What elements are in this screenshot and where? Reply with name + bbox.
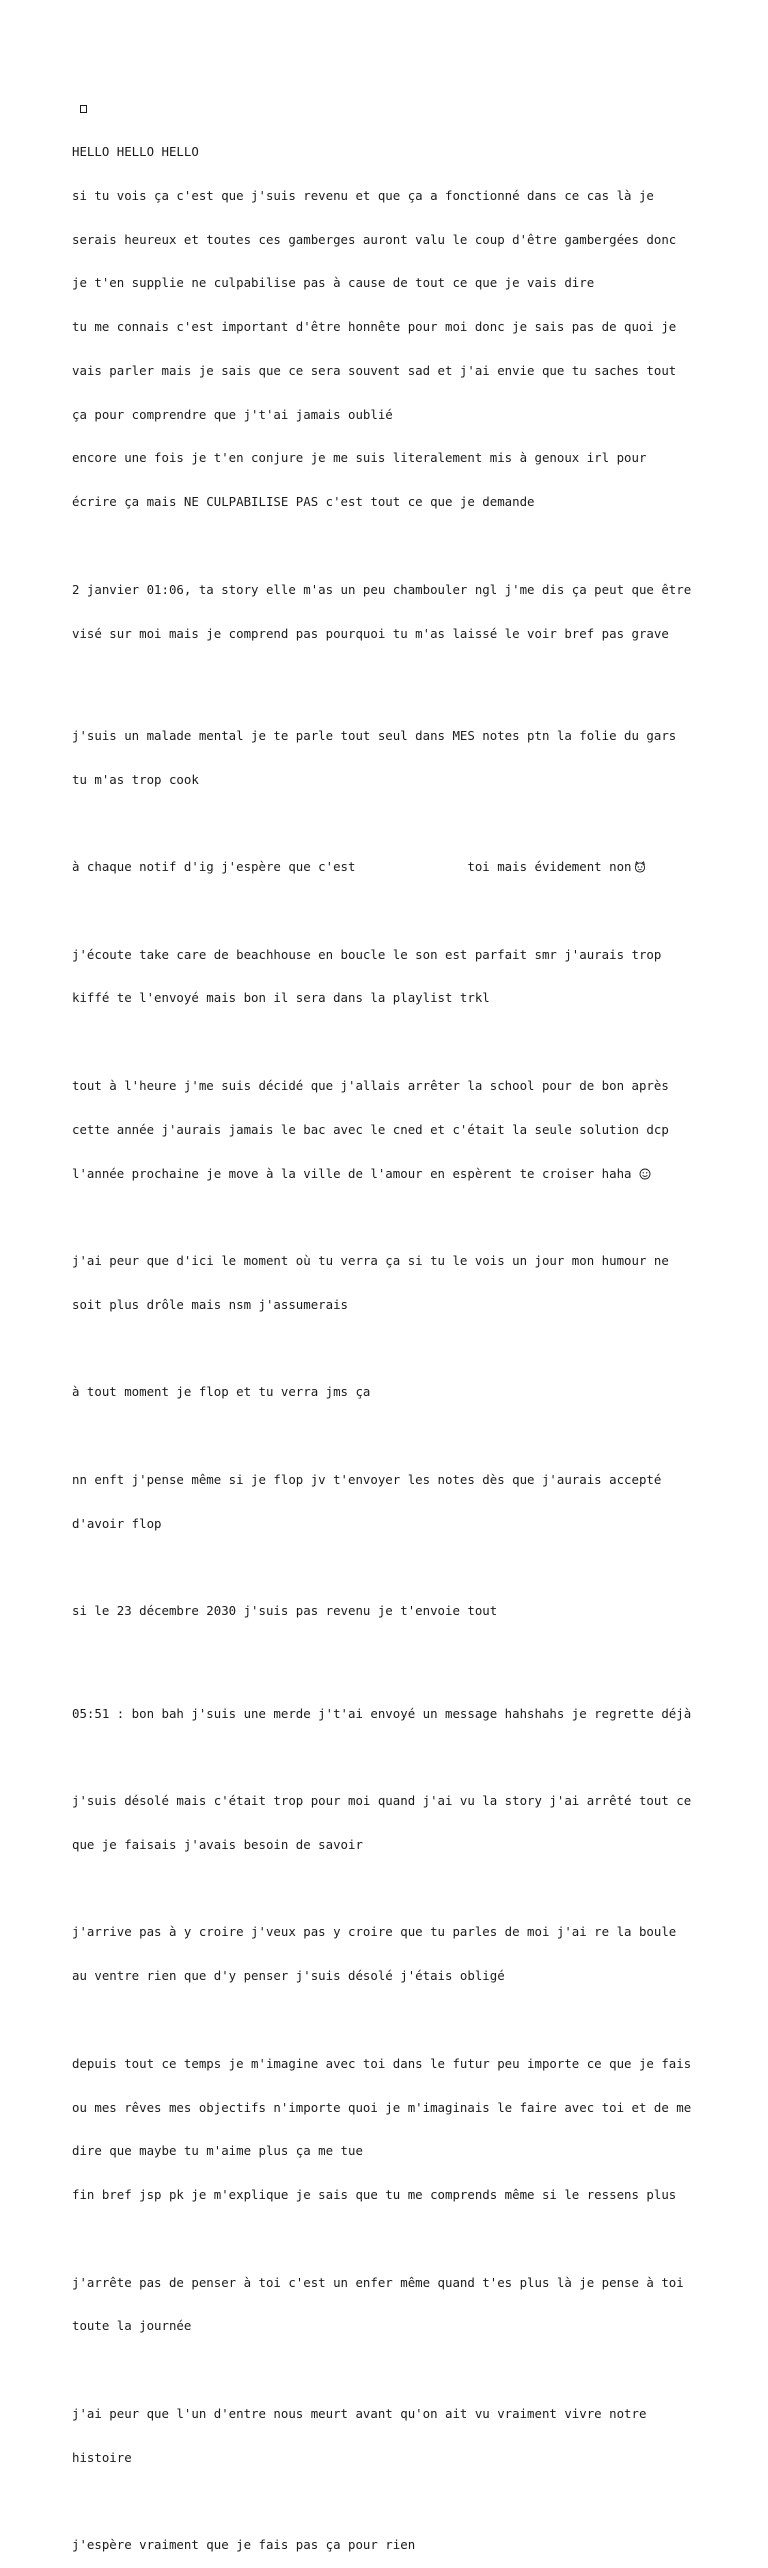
text-line: soit plus drôle mais nsm j'assumerais (72, 1296, 349, 1312)
text-line: j'ai peur que d'ici le moment où tu verra ça si tu le vois un jour mon humour ne (72, 1253, 669, 1269)
text-line: j'ai peur que l'un d'entre nous meurt avant qu'on ait vu vraiment vivre notre (72, 2406, 647, 2421)
text-line: kiffé te l'envoyé mais bon il sera dans la playlist trkl (72, 990, 490, 1006)
crying-cat-face-icon (634, 861, 646, 873)
text-line: l'année prochaine je move à la ville de l'amour en espèrent te croiser haha (72, 1165, 632, 1181)
paragraph-gap (72, 670, 712, 699)
text-line: cette année j'aurais jamais le bac avec le cned et c'était la seule solution dcp (72, 1121, 669, 1137)
paragraph-gap (72, 539, 712, 554)
text-line: encore une fois je t'en conjure je me suis literalement mis à genoux irl pour (72, 450, 647, 466)
text-line-with-emoji (72, 860, 712, 875)
text-line: écrire ça mais NE CULPABILISE PAS c'est tout ce que je demande (72, 494, 535, 510)
text-line: si le 23 décembre 2030 j'suis pas revenu je t'envoie tout (72, 1603, 498, 1619)
square-glyph-icon (80, 105, 87, 113)
text-line: j'écoute take care de beachhouse en boucle le son est parfait smr j'aurais trop (72, 946, 662, 962)
smiling-face-icon (639, 1168, 651, 1180)
paragraph-gap (72, 2232, 712, 2247)
paragraph-gap (72, 1561, 712, 1576)
text-line: j'suis un malade mental je te parle tout seul dans MES notes ptn la folie du gars (72, 727, 677, 743)
text-line: que je faisais j'avais besoin de savoir (72, 1836, 363, 1852)
text-line: nn enft j'pense même si je flop jv t'envoyer les notes dès que j'aurais accepté (72, 1472, 662, 1487)
paragraph-gap (72, 904, 712, 919)
text-line: dire que maybe tu m'aime plus ça me tue (72, 2143, 363, 2159)
text-line: j'arrête pas de penser à toi c'est un enfer même quand t'es plus là je pense à toi (72, 2274, 684, 2290)
text-line: tu me connais c'est important d'être honnête pour moi donc je sais pas de quoi je (72, 319, 677, 335)
paragraph-gap (72, 1210, 712, 1225)
text-line: j'arrive pas à y croire j'veux pas y croire que tu parles de moi j'ai re la boule (72, 1924, 677, 1940)
paragraph-gap (72, 1882, 712, 1897)
paragraph-gap (72, 1035, 712, 1050)
text-line: HELLO HELLO HELLO (72, 143, 199, 159)
text-line: visé sur moi mais je comprend pas pourquoi tu m'as laissé le voir bref pas grave (72, 625, 669, 641)
paragraph-gap (72, 2495, 712, 2510)
paragraph-gap (72, 816, 712, 831)
text-line: toute la journée (72, 2318, 192, 2334)
paragraph-gap (72, 1750, 712, 1765)
text-line: si tu vois ça c'est que j'suis revenu et que ça a fonctionné dans ce cas là je (72, 187, 654, 203)
text-line: à chaque notif d'ig j'espère que c'est toi mais évidement non (72, 859, 632, 875)
text-line: 05:51 : bon bah j'suis une merde j't'ai envoyé un message hahshahs je regrette déjà (72, 1705, 692, 1721)
text-line: à tout moment je flop et tu verra jms ça (72, 1384, 371, 1400)
paragraph-gap (72, 1648, 712, 1677)
text-line: j'suis désolé mais c'était trop pour moi quand j'ai vu la story j'ai arrêté tout ce (72, 1793, 692, 1809)
text-line: tout à l'heure j'me suis décidé que j'allais arrêter la school pour de bon après (72, 1077, 669, 1093)
text-line: histoire (72, 2449, 132, 2465)
text-line: fin bref jsp pk je m'explique je sais que tu me comprends même si le ressens plus (72, 2187, 677, 2203)
text-line: ça pour comprendre que j't'ai jamais oublié (72, 406, 393, 422)
paragraph-gap (72, 2013, 712, 2028)
text-line: je t'en supplie ne culpabilise pas à cause de tout ce que je vais dire (72, 275, 595, 291)
header-glyph-line (72, 101, 712, 116)
text-line: d'avoir flop (72, 1515, 162, 1531)
text-line: ou mes rêves mes objectifs n'importe quoi je m'imaginais le faire avec toi et de me (72, 2099, 692, 2115)
text-line: depuis tout ce temps je m'imagine avec toi dans le futur peu importe ce que je fais (72, 2055, 692, 2071)
note-document (72, 72, 712, 2568)
paragraph-gap (72, 1342, 712, 1357)
text-line: au ventre rien que d'y penser j'suis désolé j'étais obligé (72, 1968, 505, 1984)
text-line: 2 janvier 01:06, ta story elle m'as un peu chambouler ngl j'me dis ça peut que être (72, 581, 692, 597)
paragraph-gap (72, 1429, 712, 1444)
text-line: vais parler mais je sais que ce sera souvent sad et j'ai envie que tu saches tout (72, 362, 677, 378)
text-line: j'espère vraiment que je fais pas ça pour rien (72, 2537, 416, 2553)
text-line-with-emoji (72, 1167, 712, 1182)
text-line: serais heureux et toutes ces gamberges auront valu le coup d'être gambergées donc (72, 231, 677, 247)
text-line: tu m'as trop cook (72, 771, 199, 787)
paragraph-gap (72, 2363, 712, 2378)
